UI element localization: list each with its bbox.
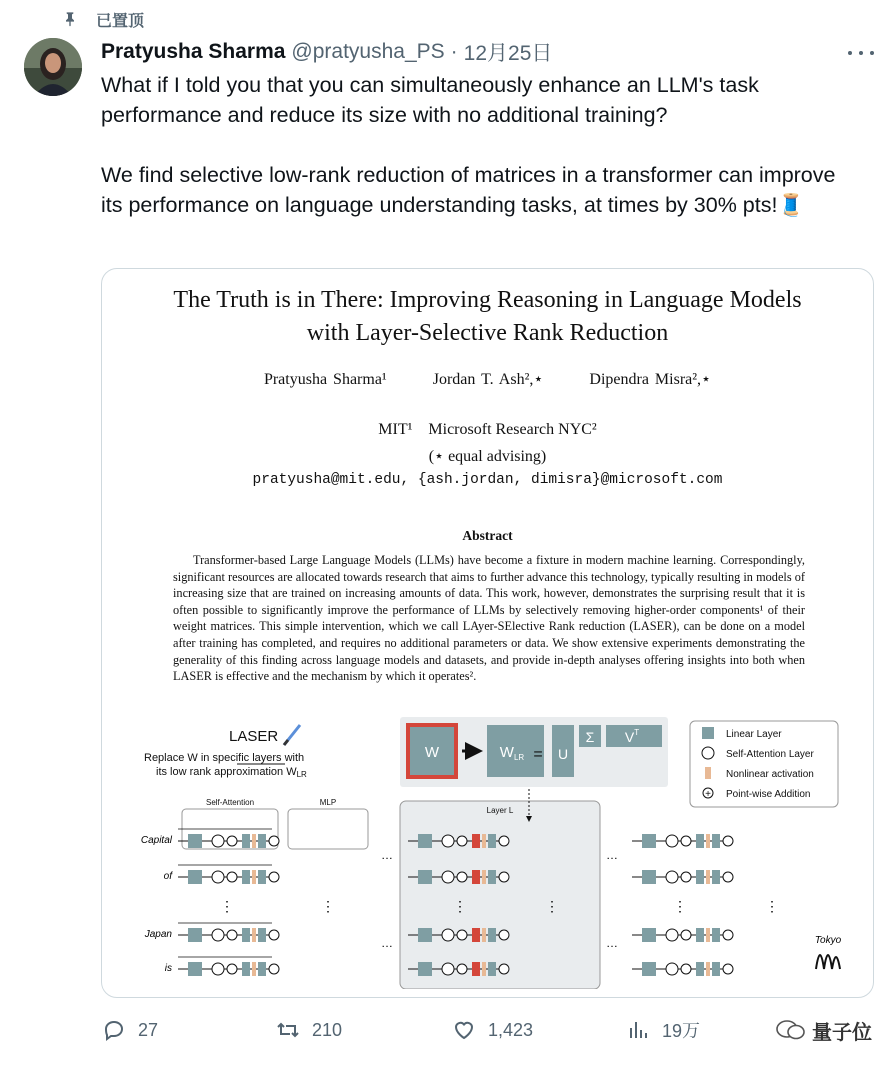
legend-linear: Linear Layer xyxy=(726,729,782,740)
wand-icon xyxy=(284,725,300,745)
add-node xyxy=(269,964,279,974)
mlp-linear xyxy=(712,962,720,976)
reply-icon xyxy=(102,1018,126,1042)
author-3: Dipendra Misra²,⋆ xyxy=(589,371,712,388)
vdots-1: ⋮ xyxy=(220,898,234,914)
reply-count: 27 xyxy=(138,1019,159,1040)
add-node xyxy=(457,872,467,882)
linear-layer xyxy=(418,870,432,884)
repost-button[interactable] xyxy=(276,1014,342,1046)
add-node xyxy=(681,836,691,846)
mlp-linear xyxy=(488,834,496,848)
add-node xyxy=(227,930,237,940)
repost-count: 210 xyxy=(312,1019,343,1040)
activation xyxy=(482,962,486,976)
view-count: 19万 xyxy=(662,1021,701,1041)
add-node xyxy=(723,836,733,846)
hdots-2: … xyxy=(381,936,393,950)
pinned-indicator xyxy=(62,8,144,30)
separator: · xyxy=(450,40,458,63)
attention-node xyxy=(212,871,224,883)
author-2: Jordan T. Ash²,⋆ xyxy=(432,371,544,388)
activation xyxy=(482,928,486,942)
attention-node xyxy=(666,929,678,941)
attention-node xyxy=(442,835,454,847)
linear-layer xyxy=(642,928,656,942)
add-node xyxy=(723,930,733,940)
attention-node xyxy=(212,835,224,847)
linear-layer xyxy=(642,834,656,848)
vdots-6: ⋮ xyxy=(765,898,779,914)
watermark xyxy=(776,1016,872,1044)
tweet-header xyxy=(101,38,856,66)
add-node xyxy=(681,930,691,940)
activation xyxy=(252,962,256,976)
vdots-5: ⋮ xyxy=(673,898,687,914)
add-node xyxy=(499,836,509,846)
wechat-icon xyxy=(776,1019,806,1041)
attention-node xyxy=(442,871,454,883)
linear-layer xyxy=(642,870,656,884)
label-layer-l: Layer L xyxy=(486,806,514,815)
add-node xyxy=(227,836,237,846)
layer-l-panel xyxy=(400,801,600,989)
attention-node xyxy=(666,871,678,883)
mlp-linear xyxy=(488,962,496,976)
views-icon xyxy=(626,1018,650,1042)
laser-desc-line2: its low rank approximation WLR xyxy=(156,766,307,779)
add-node xyxy=(269,836,279,846)
activation xyxy=(482,834,486,848)
eq-wlr: $W_{LR}$ xyxy=(499,744,525,762)
mlp-linear xyxy=(712,834,720,848)
mlp-linear xyxy=(472,962,480,976)
linear-layer xyxy=(188,870,202,884)
add-node xyxy=(681,964,691,974)
laser-figure xyxy=(132,717,844,989)
legend-addition: Point-wise Addition xyxy=(726,789,811,800)
mlp-linear xyxy=(696,834,704,848)
add-node xyxy=(457,836,467,846)
paper-title-line2: with Layer-Selective Rank Reduction xyxy=(306,320,669,346)
mlp-linear xyxy=(242,870,250,884)
add-node xyxy=(269,930,279,940)
token-japan: Japan xyxy=(144,929,172,940)
token-is: is xyxy=(164,963,172,974)
add-node xyxy=(681,872,691,882)
author-handle[interactable]: @pratyusha_PS xyxy=(291,40,445,63)
abstract-text: Transformer-based Large Language Models (LLMs) have become a fixture in modern machine learning. Correspondingly, significant resources are allocated towards research that aims to further advance this technology, typically resulting in models of increasing size that are trained on increasing amounts of data. This work, however, demonstrates the surprising result that it is often possible to significantly improve the performance of LLMs by selectively removing higher-order components¹ of their weight matrices. This simple intervention, which we call LAyer-SElective Rank reduction (LASER), can be done on a model after training has completed, and requires no additional parameters or data. We show extensive experiments demonstrating the generality of this finding across language models and datasets, and provide in-depth analyses offering insights into both when LASER is effective and the mechanism by which it operates². xyxy=(173,553,805,684)
paper-affiliations xyxy=(102,421,873,439)
equal-advising-note: (⋆ equal advising) xyxy=(428,448,547,465)
paper-title-line1: The Truth is in There: Improving Reasoning in Language Models xyxy=(173,287,802,313)
mlp-linear xyxy=(696,962,704,976)
mlp-linear xyxy=(258,834,266,848)
author-1: Pratyusha Sharma¹ xyxy=(263,371,387,388)
mlp-linear xyxy=(472,870,480,884)
attention-node xyxy=(212,929,224,941)
abstract-heading: Abstract xyxy=(462,528,513,543)
activation xyxy=(252,928,256,942)
tweet-actions xyxy=(102,1014,872,1046)
eq-u: U xyxy=(557,746,569,762)
mlp-linear xyxy=(472,928,480,942)
add-node xyxy=(499,872,509,882)
eq-equals: = xyxy=(533,746,543,763)
linear-layer xyxy=(188,834,202,848)
linear-layer xyxy=(418,834,432,848)
watermark-text: 量子位 xyxy=(812,1021,872,1044)
mlp-linear xyxy=(712,870,720,884)
label-self-attention: Self-Attention xyxy=(205,798,255,807)
laser-desc-line1: Replace W in specific layers with xyxy=(144,752,305,764)
activation xyxy=(482,870,486,884)
heart-icon xyxy=(452,1018,476,1042)
add-node xyxy=(227,872,237,882)
label-mlp: MLP xyxy=(319,798,337,807)
eq-sigma: Σ xyxy=(585,729,595,745)
mlp-linear xyxy=(258,962,266,976)
vdots-2: ⋮ xyxy=(321,898,335,914)
activation xyxy=(706,834,710,848)
add-node xyxy=(457,930,467,940)
views-button[interactable] xyxy=(626,1014,700,1046)
attention-node xyxy=(212,963,224,975)
mlp-linear xyxy=(242,834,250,848)
eq-vt: $V^T$ xyxy=(624,728,640,745)
paper-title xyxy=(102,284,873,350)
add-node xyxy=(227,964,237,974)
paper-image xyxy=(102,269,873,997)
affiliation-1: MIT¹ xyxy=(378,421,413,438)
attention-node xyxy=(442,929,454,941)
vdots-3: ⋮ xyxy=(453,898,467,914)
token-of: of xyxy=(163,871,172,882)
mlp-linear xyxy=(488,870,496,884)
reply-button[interactable] xyxy=(102,1014,158,1046)
mlp-linear xyxy=(712,928,720,942)
mlp-linear xyxy=(242,962,250,976)
mlp-linear xyxy=(488,928,496,942)
activation xyxy=(706,962,710,976)
hdots-3: … xyxy=(606,848,618,862)
hdots-1: … xyxy=(381,848,393,862)
linear-layer xyxy=(642,962,656,976)
svg-text:+: + xyxy=(705,789,711,800)
affiliation-2: Microsoft Research NYC² xyxy=(428,421,597,438)
add-node xyxy=(499,930,509,940)
tweet-date[interactable]: 12月25日 xyxy=(463,42,553,65)
hdots-4: … xyxy=(606,936,618,950)
legend-nonlinear: Nonlinear activation xyxy=(726,769,814,780)
add-node xyxy=(457,964,467,974)
author-emails: pratyusha@mit.edu, {ash.jordan, dimisra}@microsoft.com xyxy=(252,472,723,488)
add-node xyxy=(499,964,509,974)
linear-layer xyxy=(188,928,202,942)
author-name[interactable]: Pratyusha Sharma xyxy=(101,40,286,63)
pinned-label: 已置顶 xyxy=(96,12,145,30)
linear-layer xyxy=(418,928,432,942)
output-distribution xyxy=(816,955,840,969)
attention-node xyxy=(666,963,678,975)
activation xyxy=(706,870,710,884)
add-node xyxy=(269,872,279,882)
media-card[interactable] xyxy=(101,268,874,998)
laser-title: LASER xyxy=(229,728,279,745)
add-node xyxy=(723,872,733,882)
tweet-text: What if I told you that you can simultaneously enhance an LLM's task performance and reduce its size with no additional training? We find selective low-rank reduction of matrices in a transformer can improve its performance on language understanding tasks, at times by 30% pts!🧵 xyxy=(101,73,836,217)
output-token: Tokyo xyxy=(814,935,842,946)
mlp-linear xyxy=(258,928,266,942)
activation xyxy=(252,834,256,848)
activation xyxy=(252,870,256,884)
mlp-linear xyxy=(696,928,704,942)
like-count: 1,423 xyxy=(488,1019,534,1040)
like-button[interactable] xyxy=(452,1014,533,1046)
eq-w: W xyxy=(424,744,440,761)
paper-authors xyxy=(102,369,873,389)
mlp-linear xyxy=(696,870,704,884)
more-options-icon[interactable] xyxy=(848,44,874,62)
linear-layer xyxy=(418,962,432,976)
token-capital: Capital xyxy=(140,835,172,846)
vdots-4: ⋮ xyxy=(545,898,559,914)
activation xyxy=(706,928,710,942)
mlp-linear xyxy=(242,928,250,942)
legend-attention: Self-Attention Layer xyxy=(726,749,814,760)
pin-icon xyxy=(62,11,78,27)
avatar[interactable] xyxy=(24,38,82,96)
linear-layer xyxy=(188,962,202,976)
attention-node xyxy=(666,835,678,847)
attention-node xyxy=(442,963,454,975)
add-node xyxy=(723,964,733,974)
mlp-linear xyxy=(472,834,480,848)
repost-icon xyxy=(276,1018,300,1042)
mlp-linear xyxy=(258,870,266,884)
